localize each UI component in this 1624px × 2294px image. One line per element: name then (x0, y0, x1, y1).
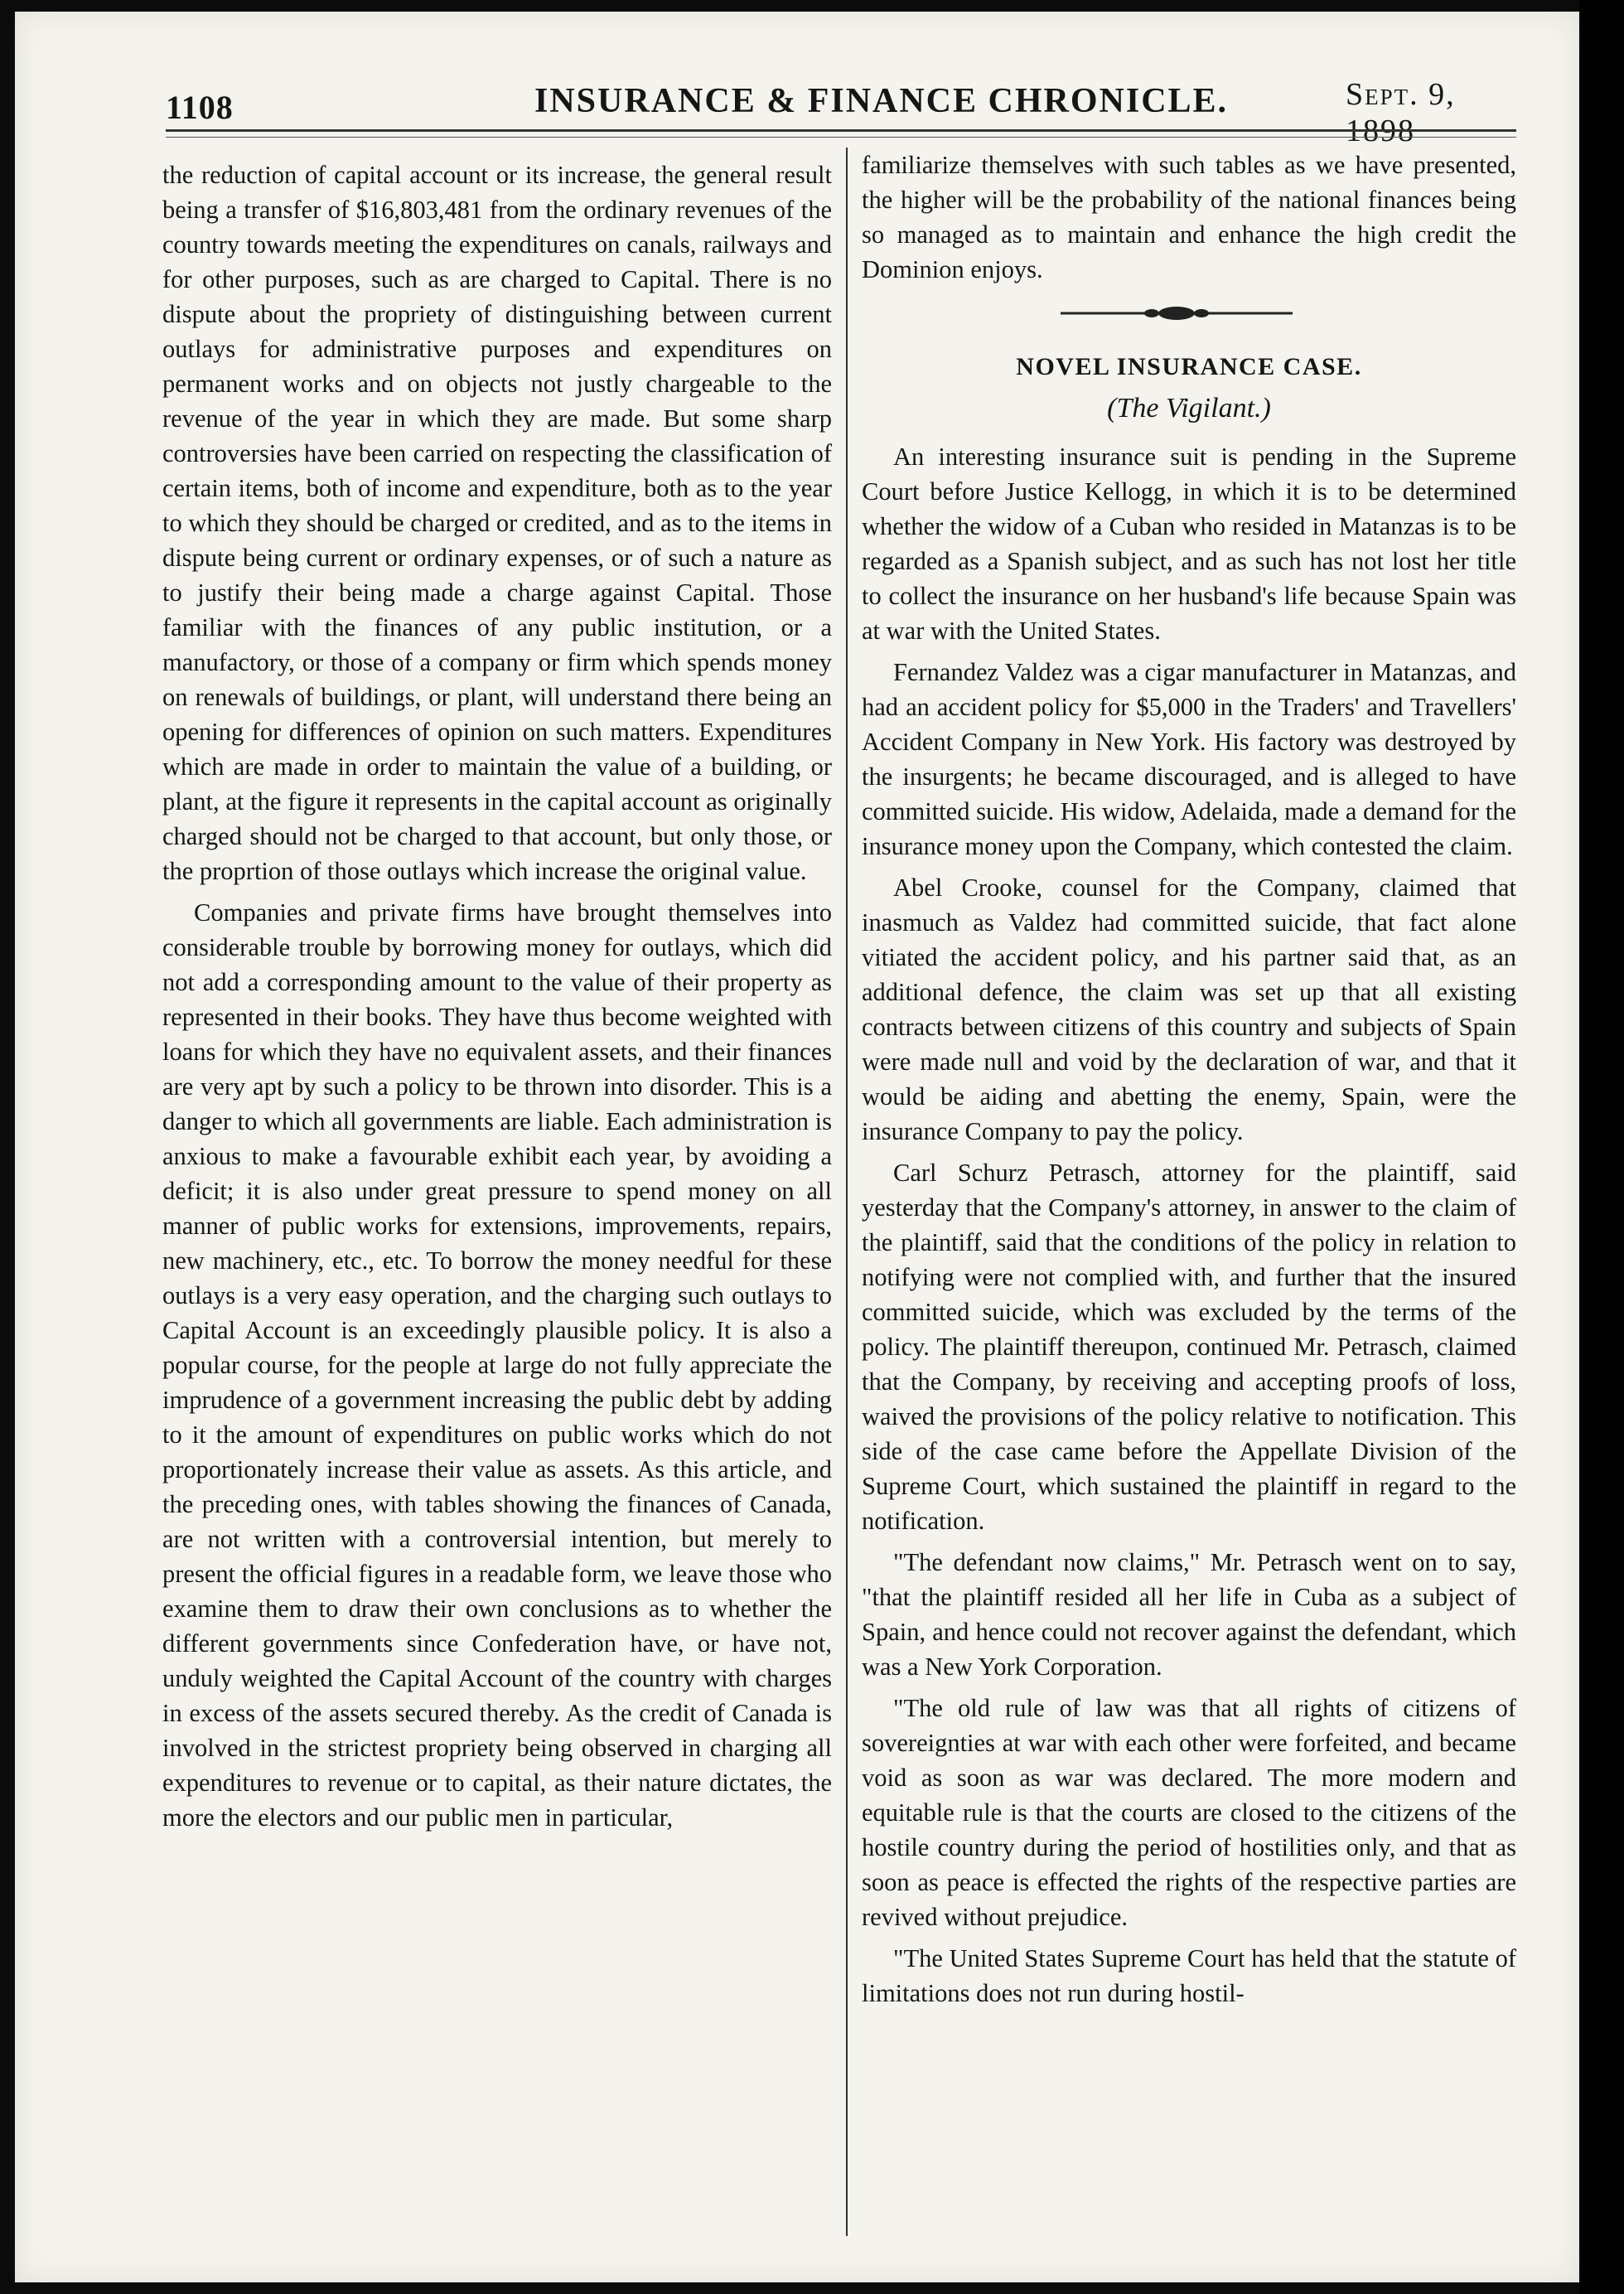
paragraph: Abel Crooke, counsel for the Company, claimed that inasmuch as Valdez had committed suicide, that fact alone vitiated the accident policy, and his partner said that, as an additional defence, the claim was set up that all existing contracts between citizens of this country and subjects of Spain were made null and void by the declaration of war, and that it would be aiding and abetting the enemy, Spain, were the insurance Company to pay the policy. (862, 874, 1516, 1145)
issue-date: Sept. 9, 1898 (1346, 77, 1456, 148)
page-number: 1108 (166, 89, 234, 126)
right-column (862, 148, 1516, 2011)
scan-edge (1579, 0, 1624, 2294)
section-divider-ornament (862, 287, 1516, 345)
paragraph: "The defendant now claims," Mr. Petrasch went on to say, "that the plaintiff resided all her life in Cuba as a subject of Spain, and hence could not recover against the defendant, which was a New York Corporation. (862, 1548, 1516, 1681)
article-source: (The Vigilant.) (1107, 393, 1271, 423)
page-header (133, 76, 1533, 148)
paragraph: "The United States Supreme Court has held that the statute of limitations does not run during hostil- (862, 1944, 1516, 2007)
paragraph: Companies and private firms have brought themselves into considerable trouble by borrowing money for outlays, which did not add a corresponding amount to the value of their property as represented in their books. They have thus become weighted with loans for which they have no equivalent assets, and their finances are very apt by such a policy to be thrown into disorder. This is a danger to which all governments are liable. Each administration is anxious to make a favourable exhibit each year, by avoiding a deficit; it is also under great pressure to spend money on all manner of public works for extensions, improvements, repairs, new machinery, etc., etc. To borrow the money needful for these outlays is a very easy operation, and the charging such outlays to Capital Account is an exceedingly plausible policy. It is also a popular course, for the people at large do not fully appreciate the imprudence of a government increasing the public debt by adding to it the amount of expenditures on public works which do not proportionately increase their value as assets. As this article, and the preceding ones, with tables showing the finances of Canada, are not written with a controversial intention, but merely to present the official figures in a readable form, we leave those who examine them to draw their own conclusions as to whether the different governments since Confederation have, or have not, unduly weighted the Capital Account of the country with charges in excess of the assets secured thereby. As the credit of Canada is involved in the strictest propriety being observed in charging all expenditures to revenue or to capital, as their nature dictates, the more the electors and our public men in particular, (162, 898, 832, 1832)
running-head: INSURANCE & FINANCE CHRONICLE. (534, 82, 1229, 120)
article-title: NOVEL INSURANCE CASE. (1016, 353, 1362, 380)
left-column (162, 157, 832, 1835)
paragraph: the reduction of capital account or its increase, the general result being a transfer of $16,803,481 from the ordinary revenues of the country towards meeting the expenditures on canals, railways and for other purposes, such as are charged to Capital. There is no dispute about the propriety of distinguishing between current outlays for administrative purposes and expenditures on permanent works and on objects not justly chargeable to the revenue of the year in which they are made. But some sharp controversies have been carried on respecting the classification of certain items, both of income and expenditure, both as to the year to which they should be charged or credited, and as to the items in dispute being current or ordinary expenses, or of such a nature as to justify their being made a charge against Capital. Those familiar with the finances of any public institution, or a manufactory, or those of a company or firm which spends money on renewals of buildings, or plant, will understand there being an opening for differences of opinion on such matters. Expenditures which are made in order to maintain the value of a building, or plant, at the figure it represents in the capital account as originally charged should not be charged to that account, but only those, or the proprtion of those outlays which increase the original value. (162, 161, 832, 885)
continued-paragraph: familiarize themselves with such tables as we have presented, the higher will be the probability of the national finances being so managed as to maintain and enhance the high credit the Dominion enjoys. (862, 151, 1516, 283)
paragraph: Carl Schurz Petrasch, attorney for the plaintiff, said yesterday that the Company's attorney, in answer to the claim of the plaintiff, said that the conditions of the policy in relation to notifying were not complied with, and further that the insured committed suicide, which was excluded by the terms of the policy. The plaintiff thereupon, continued Mr. Petrasch, claimed that the Company, by receiving and accepting proofs of loss, waived the provisions of the policy relative to notification. This side of the case came before the Appellate Division of the Supreme Court, which sustained the plaintiff in regard to the notification. (862, 1159, 1516, 1535)
paragraph: Fernandez Valdez was a cigar manufacturer in Matanzas, and had an accident policy for $5,000 in the Traders' and Travellers' Accident Company in New York. His factory was destroyed by the insurgents; he became discouraged, and is alleged to have committed suicide. His widow, Adelaida, made a demand for the insurance money upon the Company, which contested the claim. (862, 658, 1516, 860)
ornament-icon (1061, 305, 1293, 322)
paragraph: An interesting insurance suit is pending in the Supreme Court before Justice Kellogg, in which it is to be determined whether the widow of a Cuban who resided in Matanzas is to be regarded as a Spanish subject, and as such has not lost her title to collect the insurance on her husband's life because Spain was at war with the United States. (862, 443, 1516, 645)
header-rule-thick (166, 129, 1516, 132)
column-rule (846, 148, 848, 2236)
header-rule-thin (166, 137, 1516, 138)
paragraph: "The old rule of law was that all rights of citizens of sovereignties at war with each other were forfeited, and became void as soon as war was declared. The more modern and equitable rule is that the courts are closed to the citizens of the hostile country during the period of hostilities only, and that as soon as peace is effected the rights of the respective parties are revived without prejudice. (862, 1694, 1516, 1931)
